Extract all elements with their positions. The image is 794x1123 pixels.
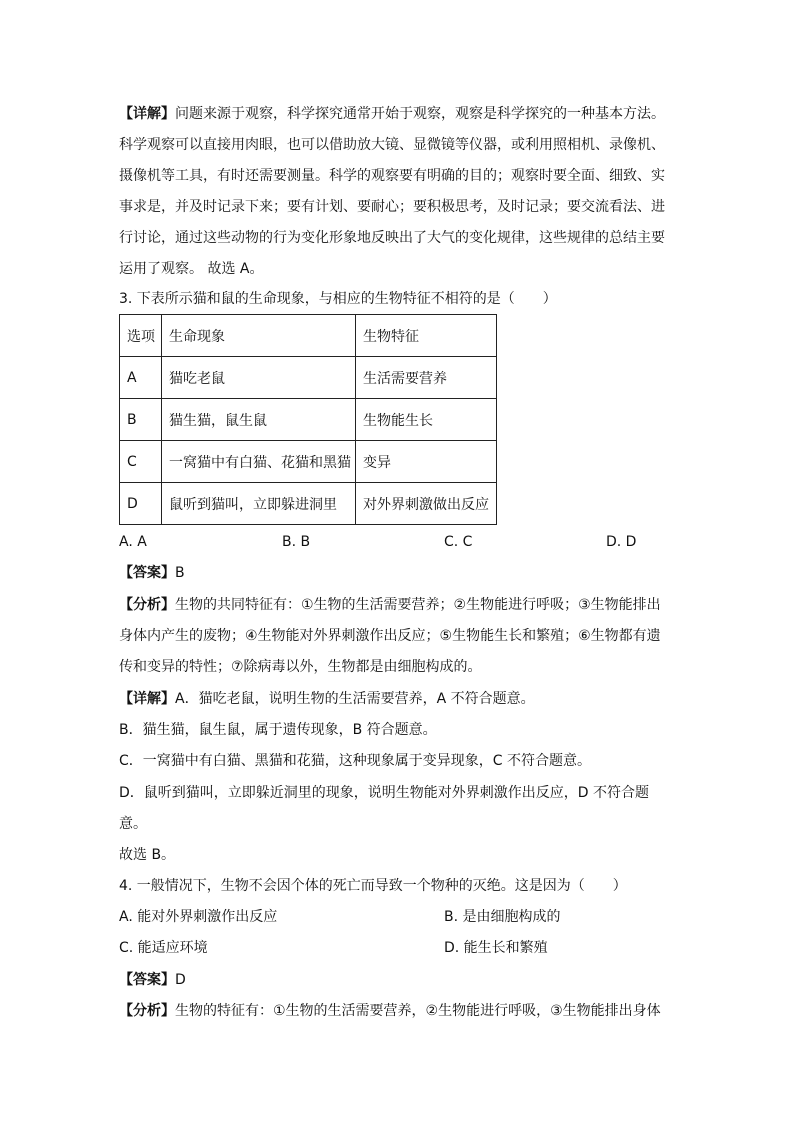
q2-detail-line: 摄像机等工具，有时还需要测量。科学的观察要有明确的目的；观察时要全面、细致、实 (119, 168, 665, 184)
q3-analysis-line: 【分析】生物的共同特征有：①生物的生活需要营养；②生物能进行呼吸；③生物能排出 (119, 597, 661, 613)
table-header-cell: 选项 (120, 315, 162, 357)
q3-detail-line: C．一窝猫中有白猫、黑猫和花猫，这种现象属于变异现象，C 不符合题意。 (119, 753, 591, 769)
table-row (120, 357, 497, 399)
table-cell: 一窝猫中有白猫、花猫和黑猫 (162, 441, 356, 483)
answer-tag: 【答案】 (119, 972, 175, 988)
q3-analysis-line: 身体内产生的废物；④生物能对外界刺激作出反应；⑤生物能生长和繁殖；⑥生物都有遗 (119, 628, 661, 644)
table-cell: 猫生猫，鼠生鼠 (162, 399, 356, 441)
q3-detail-line: 故选 B。 (119, 847, 176, 863)
q4-choice-c: C. 能适应环境 (119, 940, 208, 956)
q3-answer (119, 563, 185, 583)
q3-question: 3. 下表所示猫和鼠的生命现象，与相应的生物特征不相符的是（ ） (119, 291, 557, 307)
q2-detail-line: 运用了观察。 故选 A。 (119, 261, 264, 277)
table-header-cell: 生命现象 (162, 315, 356, 357)
q2-detail-line: 科学观察可以直接用肉眼，也可以借助放大镜、显微镜等仪器，或利用照相机、录像机、 (119, 137, 665, 153)
table-row (120, 441, 497, 483)
q4-question: 4. 一般情况下，生物不会因个体的死亡而导致一个物种的灭绝。这是因为（ ） (119, 878, 627, 894)
q3-choice-b: B. B (282, 534, 311, 550)
table-cell: 鼠听到猫叫，立即躲进洞里 (162, 483, 356, 525)
q3-choice-c: C. C (444, 534, 473, 550)
q3-detail-line: 【详解】A．猫吃老鼠，说明生物的生活需要营养，A 不符合题意。 (119, 691, 535, 707)
q3-detail-line: B．猫生猫，鼠生鼠，属于遗传现象，B 符合题意。 (119, 722, 437, 738)
table-row (120, 399, 497, 441)
detail-tag: 【详解】 (119, 691, 175, 707)
q2-detail-line: 事求是，并及时记录下来；要有计划、要耐心；要积极思考，及时记录；要交流看法、进 (119, 199, 665, 215)
answer-value: D (175, 972, 186, 988)
detail-tag: 【详解】 (119, 106, 175, 122)
analysis-tag: 【分析】 (119, 597, 175, 613)
table-cell: 生物能生长 (356, 399, 497, 441)
q3-choice-d: D. D (606, 534, 637, 550)
table-header-row (120, 315, 497, 357)
q2-detail-line: 【详解】问题来源于观察，科学探究通常开始于观察，观察是科学探究的一种基本方法。 (119, 106, 665, 122)
q3-table (119, 314, 497, 525)
table-cell: A (120, 357, 162, 399)
table-cell: 猫吃老鼠 (162, 357, 356, 399)
answer-value: B (175, 565, 185, 581)
table-cell: 生活需要营养 (356, 357, 497, 399)
q4-choice-d: D. 能生长和繁殖 (444, 940, 548, 956)
q3-detail-line: D．鼠听到猫叫，立即躲近洞里的现象，说明生物能对外界刺激作出反应，D 不符合题 (119, 785, 650, 801)
analysis-tag: 【分析】 (119, 1003, 175, 1019)
table-cell: B (120, 399, 162, 441)
table-header-cell: 生物特征 (356, 315, 497, 357)
q3-analysis-line: 传和变异的特性；⑦除病毒以外，生物都是由细胞构成的。 (119, 659, 482, 675)
q3-detail-line: 意。 (119, 816, 147, 832)
table-row (120, 483, 497, 525)
answer-tag: 【答案】 (119, 565, 175, 581)
table-cell: C (120, 441, 162, 483)
q4-analysis-line: 【分析】生物的特征有：①生物的生活需要营养，②生物能进行呼吸，③生物能排出身体 (119, 1003, 661, 1019)
table-cell: 对外界刺激做出反应 (356, 483, 497, 525)
q4-choice-b: B. 是由细胞构成的 (444, 909, 561, 925)
table-cell: D (120, 483, 162, 525)
q3-choice-a: A. A (119, 534, 147, 550)
table-cell: 变异 (356, 441, 497, 483)
q4-choice-a: A. 能对外界刺激作出反应 (119, 909, 278, 925)
q2-detail-line: 行讨论，通过这些动物的行为变化形象地反映出了大气的变化规律，这些规律的总结主要 (119, 230, 665, 246)
q4-answer (119, 970, 186, 990)
